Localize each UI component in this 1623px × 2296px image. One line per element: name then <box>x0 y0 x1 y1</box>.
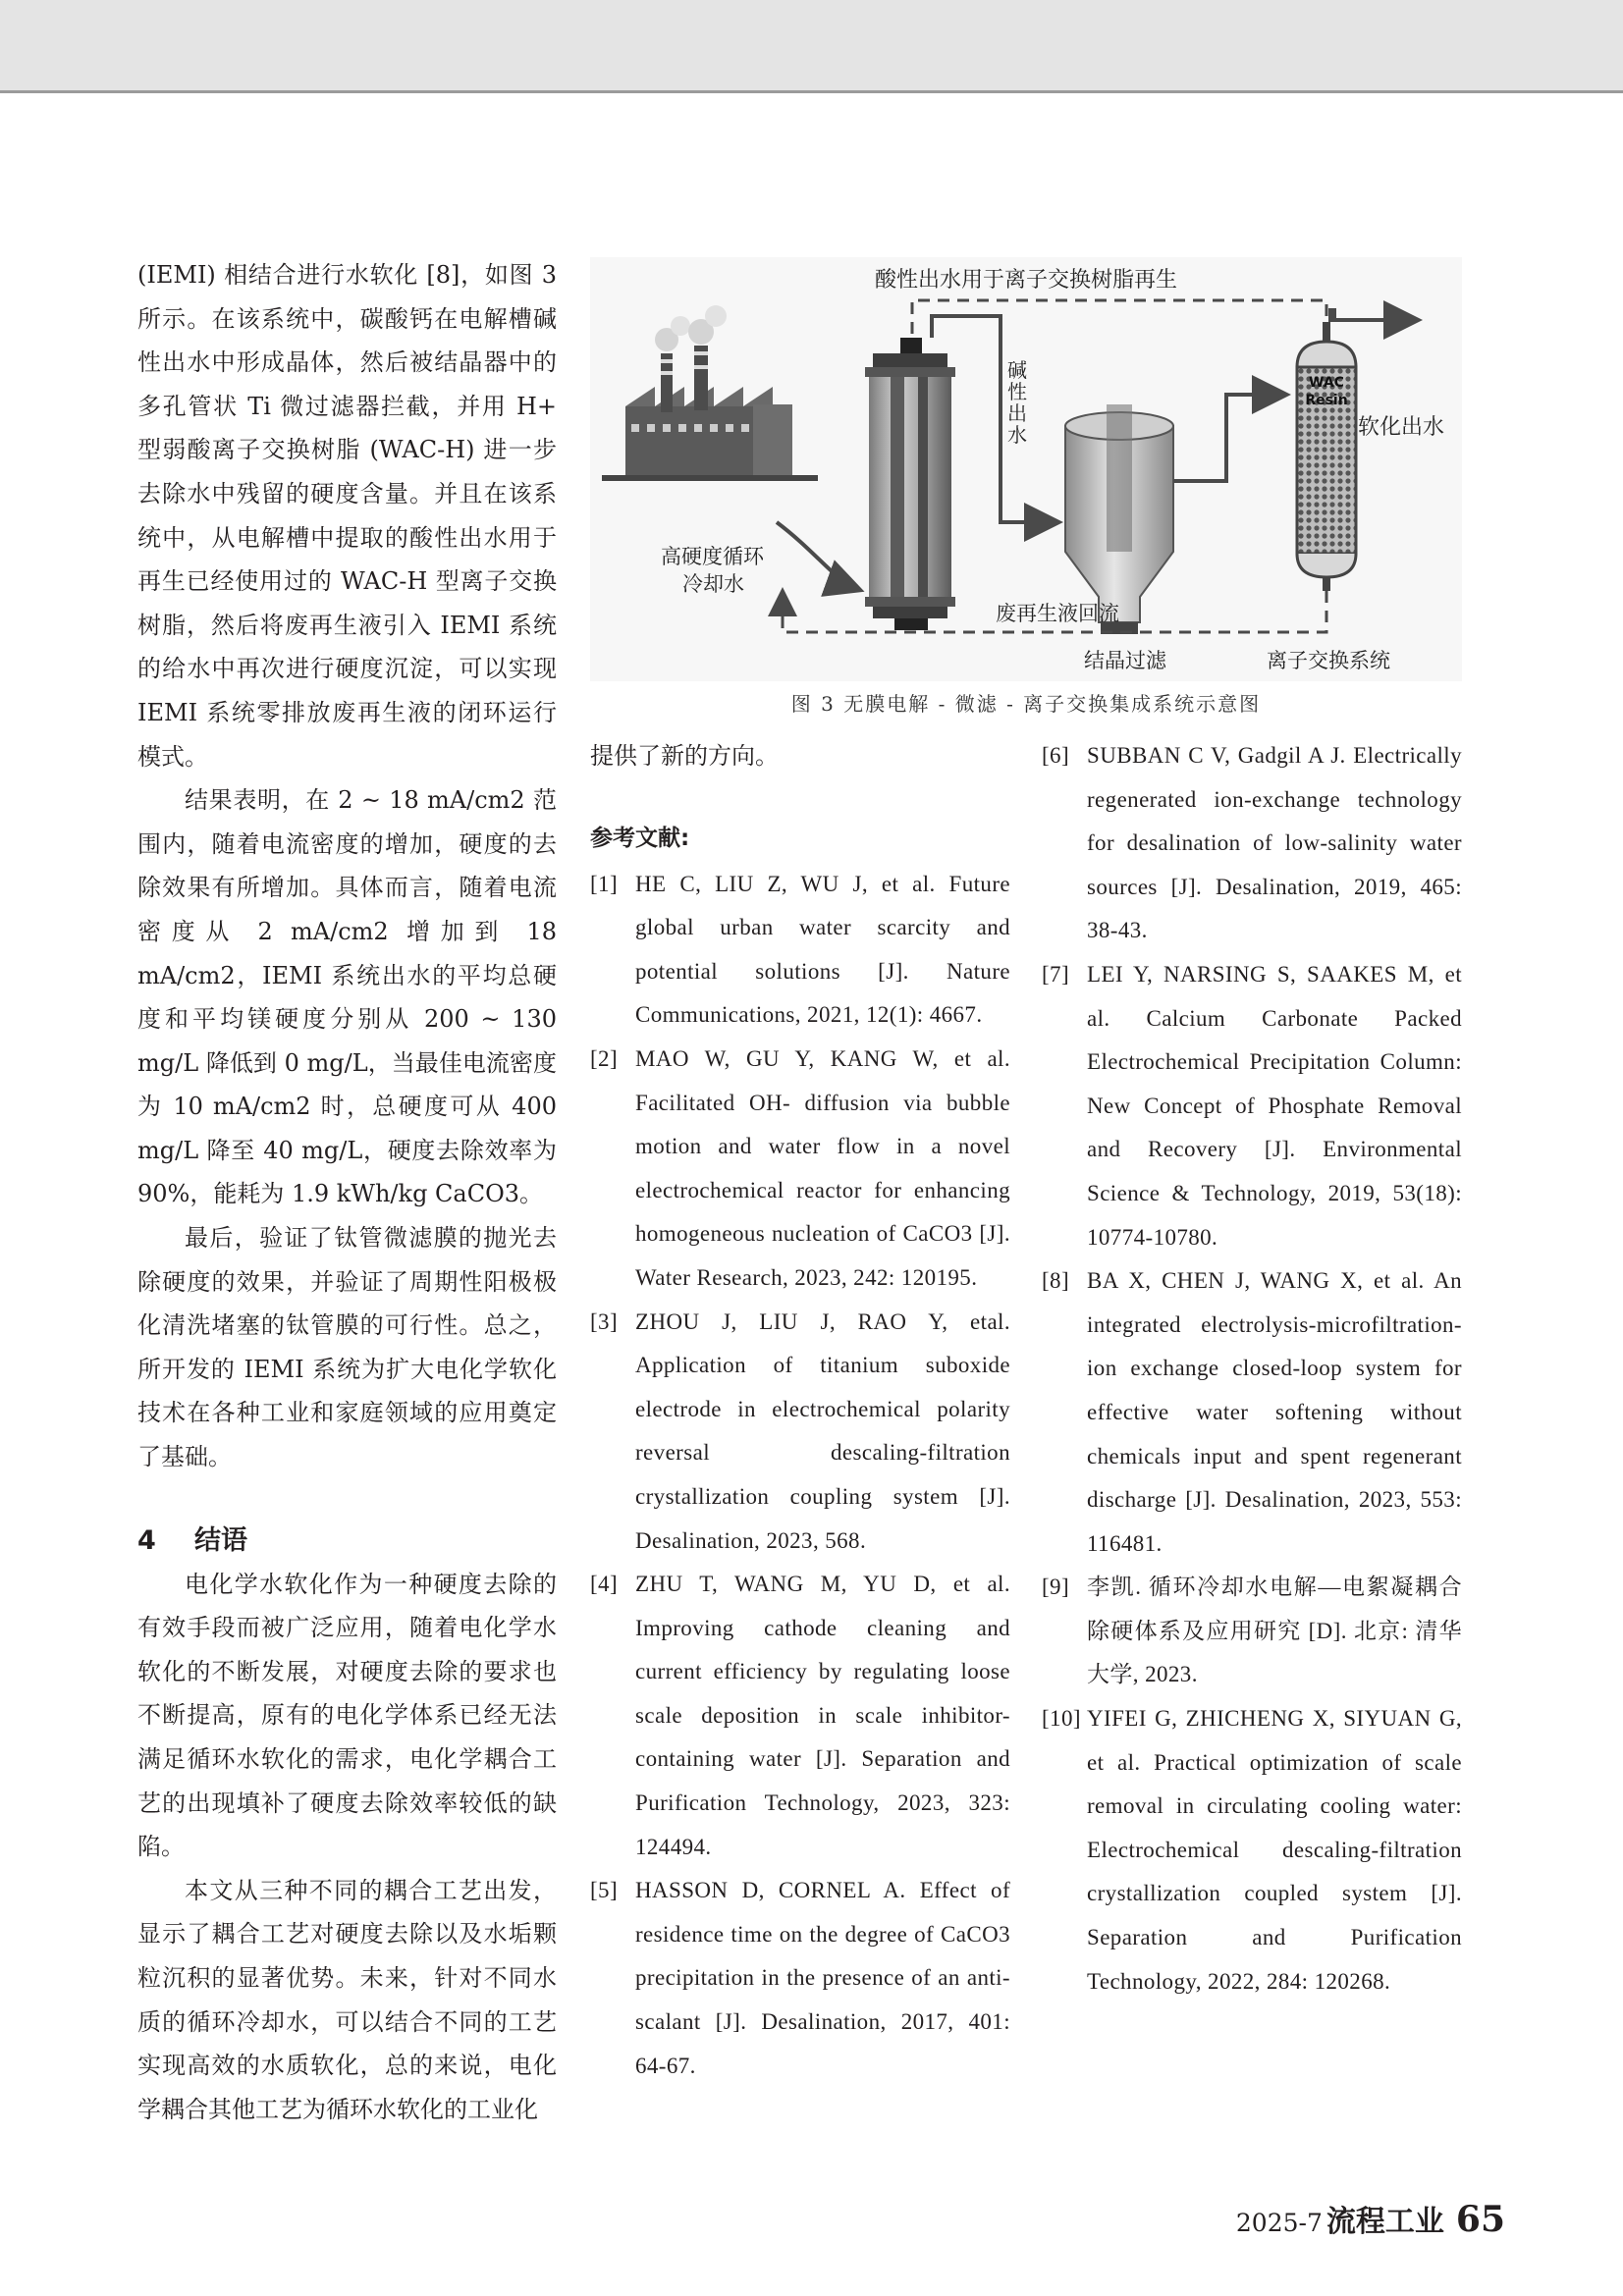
paragraph-summary-1: 电化学水软化作为一种硬度去除的有效手段而被广泛应用，随着电化学水软化的不断发展，对硬度去除的要求也不断提高，原有的电化学体系已经无法满足循环水软化的需求，电化学耦合工艺的出现填补了硬度去除效率较低的缺陷。 <box>137 1570 557 1861</box>
softened-label: 软化出水 <box>1358 415 1445 440</box>
reference-text: ZHOU J, LIU J, RAO Y, etal. Application of titanium suboxide electrode in electrochemical polarity reversal descaling-filtration crystallization coupling system [J]. Desalination, 2023, 568. <box>635 1308 1010 1553</box>
reference-text: 李凯. 循环冷却水电解—电絮凝耦合除硬体系及应用研究 [D]. 北京: 清华大学, 2023. <box>1087 1575 1462 1687</box>
reference-item <box>590 1563 1010 1869</box>
figure-3-diagram <box>590 257 1462 681</box>
reference-item <box>590 1038 1010 1301</box>
resin-column-icon <box>1297 322 1356 591</box>
middle-column <box>590 734 1010 2088</box>
crystal-label: 结晶过滤 <box>1084 649 1166 672</box>
inlet-label-1: 高硬度循环 <box>661 545 764 568</box>
reference-text: YIFEI G, ZHICHENG X, SIYUAN G, et al. Practical optimization of scale removal in circulating cooling water: Electrochemical descaling-filtration crystallization coupled system [J]. Separation and Purification Technology, 2022, 284: 120268. <box>1087 1706 1462 1994</box>
ionex-label: 离子交换系统 <box>1267 649 1390 672</box>
inlet-label-2: 冷却水 <box>682 572 744 596</box>
reference-number: [5] <box>590 1878 619 1903</box>
reference-number: [6] <box>1042 743 1070 768</box>
reference-item <box>1042 1566 1462 1697</box>
left-column <box>137 253 557 2131</box>
reference-item <box>590 1869 1010 2088</box>
reference-number: [3] <box>590 1308 619 1334</box>
paragraph-continuation: 提供了新的方向。 <box>590 742 779 770</box>
references-heading: 参考文献: <box>590 825 690 851</box>
reference-number: [1] <box>590 871 619 896</box>
alkaline-label-2: 性 <box>1007 380 1027 403</box>
reference-number: [2] <box>590 1045 619 1071</box>
reference-item <box>1042 953 1462 1259</box>
resin-label-1: WAC <box>1309 375 1344 391</box>
reference-number: [10] <box>1042 1706 1081 1732</box>
reference-text: ZHU T, WANG M, YU D, et al. Improving cathode cleaning and current efficiency by regulating loose scale deposition in scale inhibitor-containing water [J]. Separation and Purification Technology, 2023, 323: 124494. <box>635 1572 1010 1859</box>
alkaline-label-4: 水 <box>1007 423 1027 447</box>
recycle-label: 废再生液回流 <box>996 602 1119 625</box>
journal-name: 流程工业 <box>1325 2205 1444 2239</box>
section-heading <box>137 1520 557 1563</box>
reference-text: HE C, LIU Z, WU J, et al. Future global urban water scarcity and potential solutions [J]. Nature Communications, 2021, 12(1): 4667. <box>635 871 1010 1028</box>
reference-text: LEI Y, NARSING S, SAAKES M, et al. Calcium Carbonate Packed Electrochemical Precipitation Column: New Concept of Phosphate Removal and Recovery [J]. Environmental Science & Technology, 2019, 53(18): 10774-10780. <box>1087 961 1462 1250</box>
paragraph-results: 结果表明，在 2 ~ 18 mA/cm2 范围内，随着电流密度的增加，硬度的去除效果有所增加。具体而言，随着电流密度从 2 mA/cm2 增加到 18 mA/cm2，IEMI 系统出水的平均总硬度和平均镁硬度分别从 200 ~ 130 mg/L 降低到 0 mg/L，当最佳电流密度为 10 mA/cm2 时，总硬度可从 400 mg/L 降至 40 mg/L，硬度去除效率为 90%，能耗为 1.9 kWh/kg CaCO3。 <box>137 786 557 1208</box>
paragraph-summary-2: 本文从三种不同的耦合工艺出发，显示了耦合工艺对硬度去除以及水垢颗粒沉积的显著优势。未来，针对不同水质的循环冷却水，可以结合不同的工艺实现高效的水质软化，总的来说，电化学耦合其他工艺为循环水软化的工业化 <box>137 1876 557 2123</box>
alkaline-label-3: 出 <box>1007 401 1027 425</box>
reference-item <box>1042 734 1462 953</box>
section-title: 结语 <box>194 1524 247 1556</box>
right-column <box>1042 734 1462 2003</box>
reference-number: [9] <box>1042 1575 1070 1600</box>
reference-number: [8] <box>1042 1268 1070 1294</box>
resin-label-2: Resin <box>1305 393 1348 408</box>
top-loop-label: 酸性出水用于离子交换树脂再生 <box>874 268 1178 293</box>
issue-date: 2025-7 <box>1235 2209 1323 2237</box>
reference-item <box>590 863 1010 1038</box>
paragraph-iemi-intro: (IEMI) 相结合进行水软化 [8]，如图 3 所示。在该系统中，碳酸钙在电解槽碱性出水中形成晶体，然后被结晶器中的多孔管状 Ti 微过滤器拦截，并用 H+ 型弱酸离子交换树脂 (WAC-H) 进一步去除水中残留的硬度含量。并且在该系统中，从电解槽中提取的酸性出水用于再生已经使用过的 WAC-H 型离子交换树脂，然后将废再生液引入 IEMI 系统的给水中再次进行硬度沉淀，可以实现 IEMI 系统零排放废再生液的闭环运行模式。 <box>137 261 557 771</box>
figure-caption: 图 3 无膜电解 - 微滤 - 离子交换集成系统示意图 <box>790 692 1262 716</box>
alkaline-label-1: 碱 <box>1007 358 1027 382</box>
paragraph-conclusion-titanium: 最后，验证了钛管微滤膜的抛光去除硬度的效果，并验证了周期性阳极极化清洗堵塞的钛管膜的可行性。总之，所开发的 IEMI 系统为扩大电化学软化技术在各种工业和家庭领域的应用奠定了基础。 <box>137 1224 557 1471</box>
viewer-top-bar <box>0 0 1623 93</box>
reference-text: HASSON D, CORNEL A. Effect of residence time on the degree of CaCO3 precipitation in the presence of an anti-scalant [J]. Desalination, 2017, 401: 64-67. <box>635 1878 1010 2078</box>
reference-text: MAO W, GU Y, KANG W, et al. Facilitated OH- diffusion via bubble motion and water flow in a novel electrochemical reactor for enhancing homogeneous nucleation of CaCO3 [J]. Water Research, 2023, 242: 120195. <box>635 1045 1010 1290</box>
reference-item <box>1042 1697 1462 2003</box>
reference-item <box>1042 1259 1462 1566</box>
page-footer <box>1236 2197 1505 2240</box>
section-number: 4 <box>137 1524 156 1556</box>
electrolyzer-icon <box>865 338 955 630</box>
reference-text: SUBBAN C V, Gadgil A J. Electrically regenerated ion-exchange technology for desalination of low-salinity water sources [J]. Desalination, 2019, 465: 38-43. <box>1087 743 1462 943</box>
reference-number: [4] <box>590 1572 619 1597</box>
page-number: 65 <box>1455 2199 1505 2240</box>
reference-item <box>590 1301 1010 1564</box>
reference-text: BA X, CHEN J, WANG X, et al. An integrated electrolysis-microfiltration-ion exchange closed-loop system for effective water softening without chemicals input and spent regenerant discharge [J]. Desalination, 2023, 553: 116481. <box>1087 1268 1462 1556</box>
reference-number: [7] <box>1042 961 1070 987</box>
